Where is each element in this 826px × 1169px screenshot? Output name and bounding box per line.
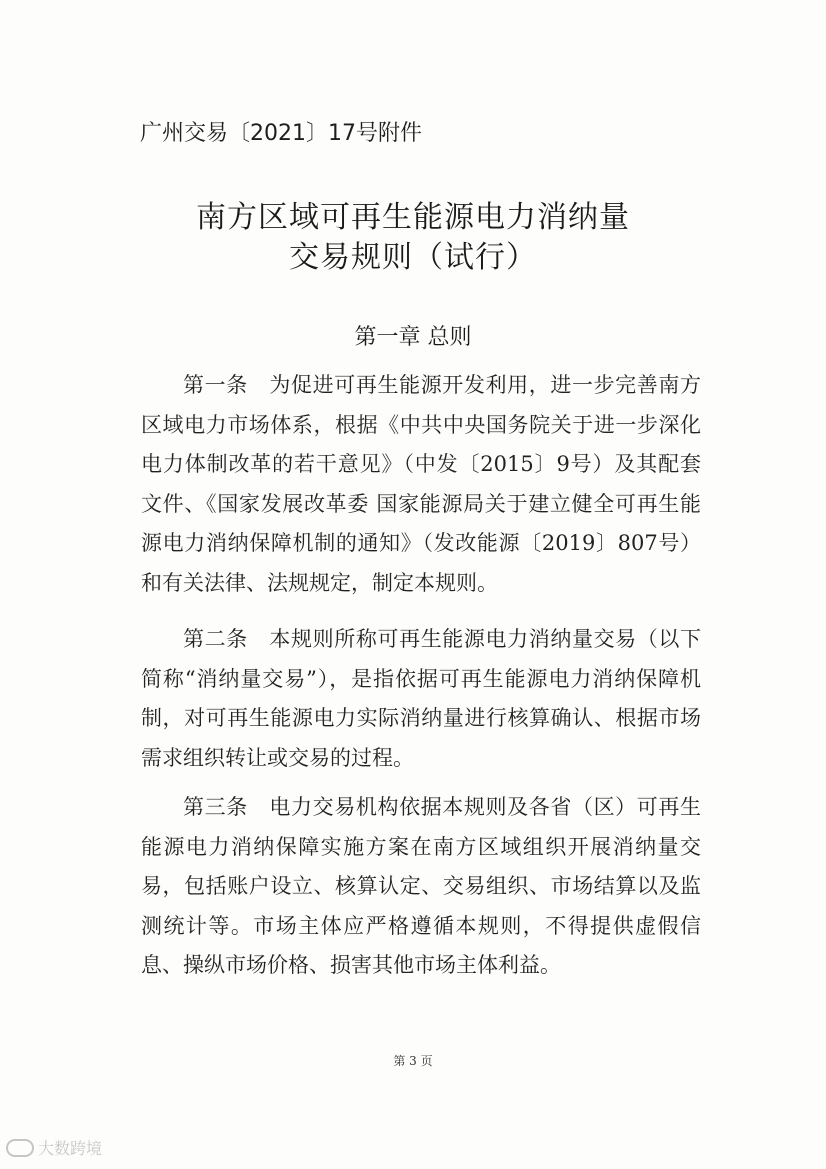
page-number: 第 3 页 (393, 1054, 433, 1068)
watermark (6, 1136, 102, 1159)
article-2: 第二条 本规则所称可再生能源电力消纳量交易（以下简称“消纳量交易”），是指依据可再生能源电力消纳保障机制，对可再生能源电力实际消纳量进行核算确认、根据市场需求组织转让或交易的过程。 (141, 627, 701, 770)
chapter-heading: 第一章 总则 (354, 325, 472, 350)
document-title-line-1: 南方区域可再生能源电力消纳量 (196, 200, 630, 235)
document-reference: 广州交易〔2021〕17号附件 (140, 121, 422, 146)
article-3: 第三条 电力交易机构依据本规则及各省（区）可再生能源电力消纳保障实施方案在南方区域组织开展消纳量交易，包括账户设立、核算认定、交易组织、市场结算以及监测统计等。市场主体应严格遵循本规则，不得提供虚假信息、操纵市场价格、损害其他市场主体利益。 (141, 795, 701, 978)
watermark-logo-icon (6, 1139, 34, 1157)
article-1: 第一条 为促进可再生能源开发利用，进一步完善南方区域电力市场体系，根据《中共中央国务院关于进一步深化电力体制改革的若干意见》（中发〔2015〕9号）及其配套文件、《国家发展改革委 国家能源局关于建立健全可再生能源电力消纳保障机制的通知》（发改能源〔2019〕807号）和有关法律、法规规定，制定本规则。 (141, 373, 701, 595)
document-title-line-2: 交易规则（试行） (289, 240, 537, 275)
watermark-text: 大数跨境 (38, 1139, 103, 1158)
